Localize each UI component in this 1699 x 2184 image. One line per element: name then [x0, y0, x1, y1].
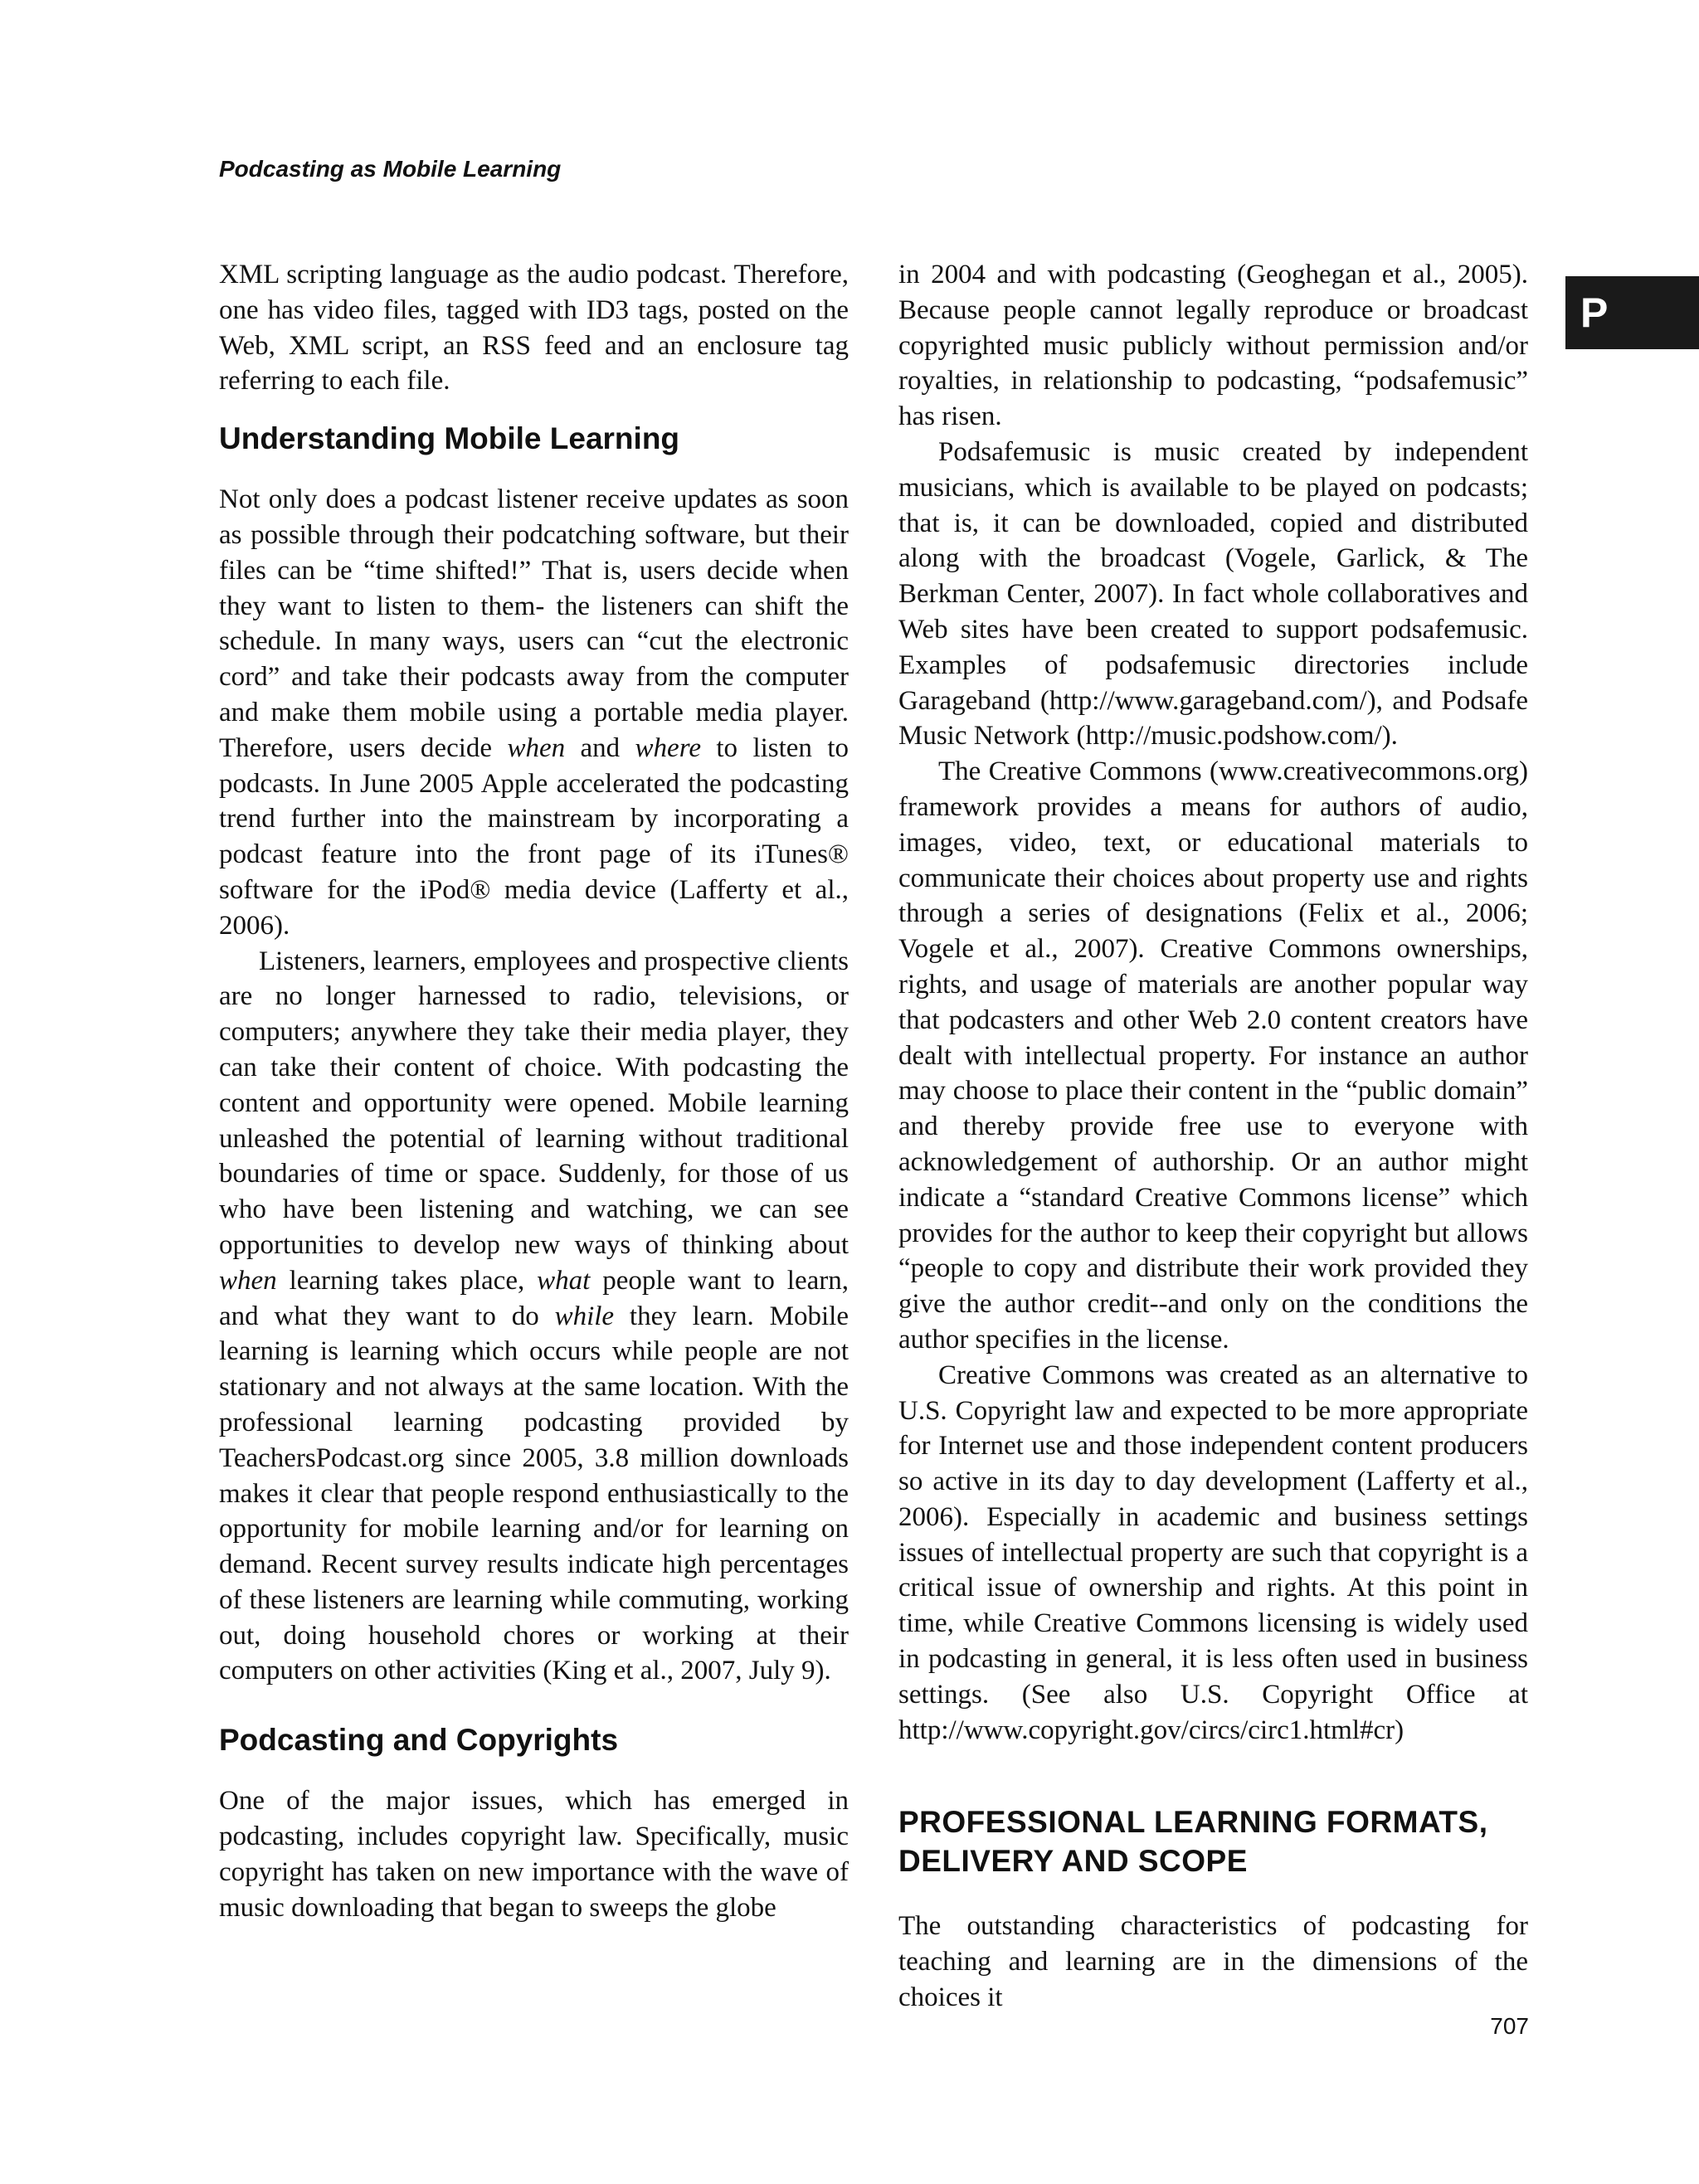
heading-podcasting-and-copyrights: Podcasting and Copyrights	[219, 1723, 619, 1758]
text-run: Not only does a podcast listener receive updates as soon as possible through their podcatching software, but their files can be “time shifted!” That is, users decide when they want to listen to them- the listeners can shift the schedule. In many ways, users can “cut the electronic cord” and take their podcasts away from the computer and make them mobile using a portable media player. Therefore, users decide	[219, 484, 849, 763]
paragraph-creative-commons-2: Creative Commons was created as an alternative to U.S. Copyright law and expected to be more appropriate for Internet use and those independent content producers so active in its day to day development (Lafferty et al., 2006). Especially in academic and business settings issues of intellectual property are such that copyright is a critical issue of ownership and rights. At this point in time, while Creative Commons licensing is widely used in podcasting in general, it is less often used in business settings. (See also U.S. Copyright Office at http://www.copyright.gov/circs/circ1.html#cr)	[898, 1360, 1528, 1745]
text-run: Listeners, learners, employees and prospective clients are no longer harnessed to radio, televisions, or computers; anywhere they take their media player, they can take their content of choice. With podcasting the content and opportunity were opened. Mobile learning unleashed the potential of learning without traditional boundaries of time or space. Suddenly, for those of us who have been listening and watching, we can see opportunities to develop new ways of thinking about	[219, 946, 849, 1260]
text-run: to listen to podcasts. In June 2005 Apple accelerated the podcasting trend further into the mainstream by incorporating a podcast feature into the front page of its iTunes® software for the iPod® media device (Lafferty et al., 2006).	[219, 732, 849, 941]
text-run: people want to learn, and what they want to do	[219, 1265, 849, 1331]
text-run: learning takes place,	[276, 1265, 538, 1296]
heading-understanding-mobile-learning: Understanding Mobile Learning	[219, 421, 680, 456]
running-head: Podcasting as Mobile Learning	[219, 156, 562, 182]
paragraph-podsafemusic: Podsafemusic is music created by independent musicians, which is available to be played on podcasts; that is, it can be downloaded, copied and distributed along with the broadcast (Vogele, Garlick, & The Berkman Center, 2007). In fact whole collaboratives and Web sites have been created to support podsafemusic. Examples of podsafemusic directories include Garageband (http://www.garageband.com/), and Podsafe Music Network (http://music.podshow.com/).	[898, 436, 1528, 752]
text-run: and	[565, 732, 635, 763]
text-run: they learn. Mobile learning is learning which occurs while people are not stationary and not always at the same location. With the professional learning podcasting provided by TeachersPodcast.org since 2005, 3.8 million downloads makes it clear that people respond enthusiastically to the opportunity for mobile learning and/or for learning on demand. Recent survey results indicate high percentages of these listeners are learning while commuting, working out, doing household chores or working at their computers on other activities (King et al., 2007, July 9).	[219, 1301, 849, 1686]
page-number: 707	[1490, 2013, 1529, 2039]
paragraph-creative-commons-1: The Creative Commons (www.creativecommons.org) framework provides a means for authors of audio, images, video, text, or educational materials to communicate their choices about property use and rights through a series of designations (Felix et al., 2006; Vogele et al., 2007). Creative Commons ownerships, rights, and usage of materials are another popular way that podcasters and other Web 2.0 content creators have dealt with intellectual property. For instance an author may choose to place their content in the “public domain” and thereby provide free use to everyone with acknowledgement of authorship. Or an author might indicate a “standard Creative Commons license” which provides for the author to keep their copyright but allows “people to copy and distribute their work provided they give the author credit--and only on the conditions the author specifies in the license.	[898, 756, 1528, 1355]
heading-line-1: PROFESSIONAL LEARNING FORMATS,	[898, 1805, 1488, 1840]
paragraph-intro: XML scripting language as the audio podcast. Therefore, one has video files, tagged with ID3 tags, posted on the Web, XML script, an RSS feed and an enclosure tag referring to each file.	[219, 260, 849, 396]
section-thumb-tab: P	[1565, 276, 1699, 349]
right-column	[898, 257, 1528, 2016]
emphasis-when: when	[507, 732, 566, 763]
emphasis-when: when	[219, 1265, 277, 1296]
emphasis-while: while	[554, 1301, 615, 1331]
emphasis-what: what	[537, 1265, 591, 1296]
left-column	[219, 257, 849, 1925]
paragraph-continued: in 2004 and with podcasting (Geoghegan et al., 2005). Because people cannot legally reproduce or broadcast copyrighted music publicly without permission and/or royalties, in relationship to podcasting, “podsafemusic” has risen.	[898, 260, 1528, 432]
paragraph-mobile-1	[219, 482, 849, 943]
paragraph-copyright-1: One of the major issues, which has emerged in podcasting, includes copyright law. Specifically, music copyright has taken on new importance with the wave of music downloading that began to sweeps the globe	[219, 1786, 849, 1923]
paragraph-formats: The outstanding characteristics of podcasting for teaching and learning are in the dimensions of the choices it	[898, 1911, 1528, 2013]
emphasis-where: where	[635, 732, 701, 763]
heading-professional-learning-formats	[898, 1802, 1528, 1880]
heading-line-2: DELIVERY AND SCOPE	[898, 1844, 1248, 1879]
paragraph-mobile-2	[219, 944, 849, 1690]
